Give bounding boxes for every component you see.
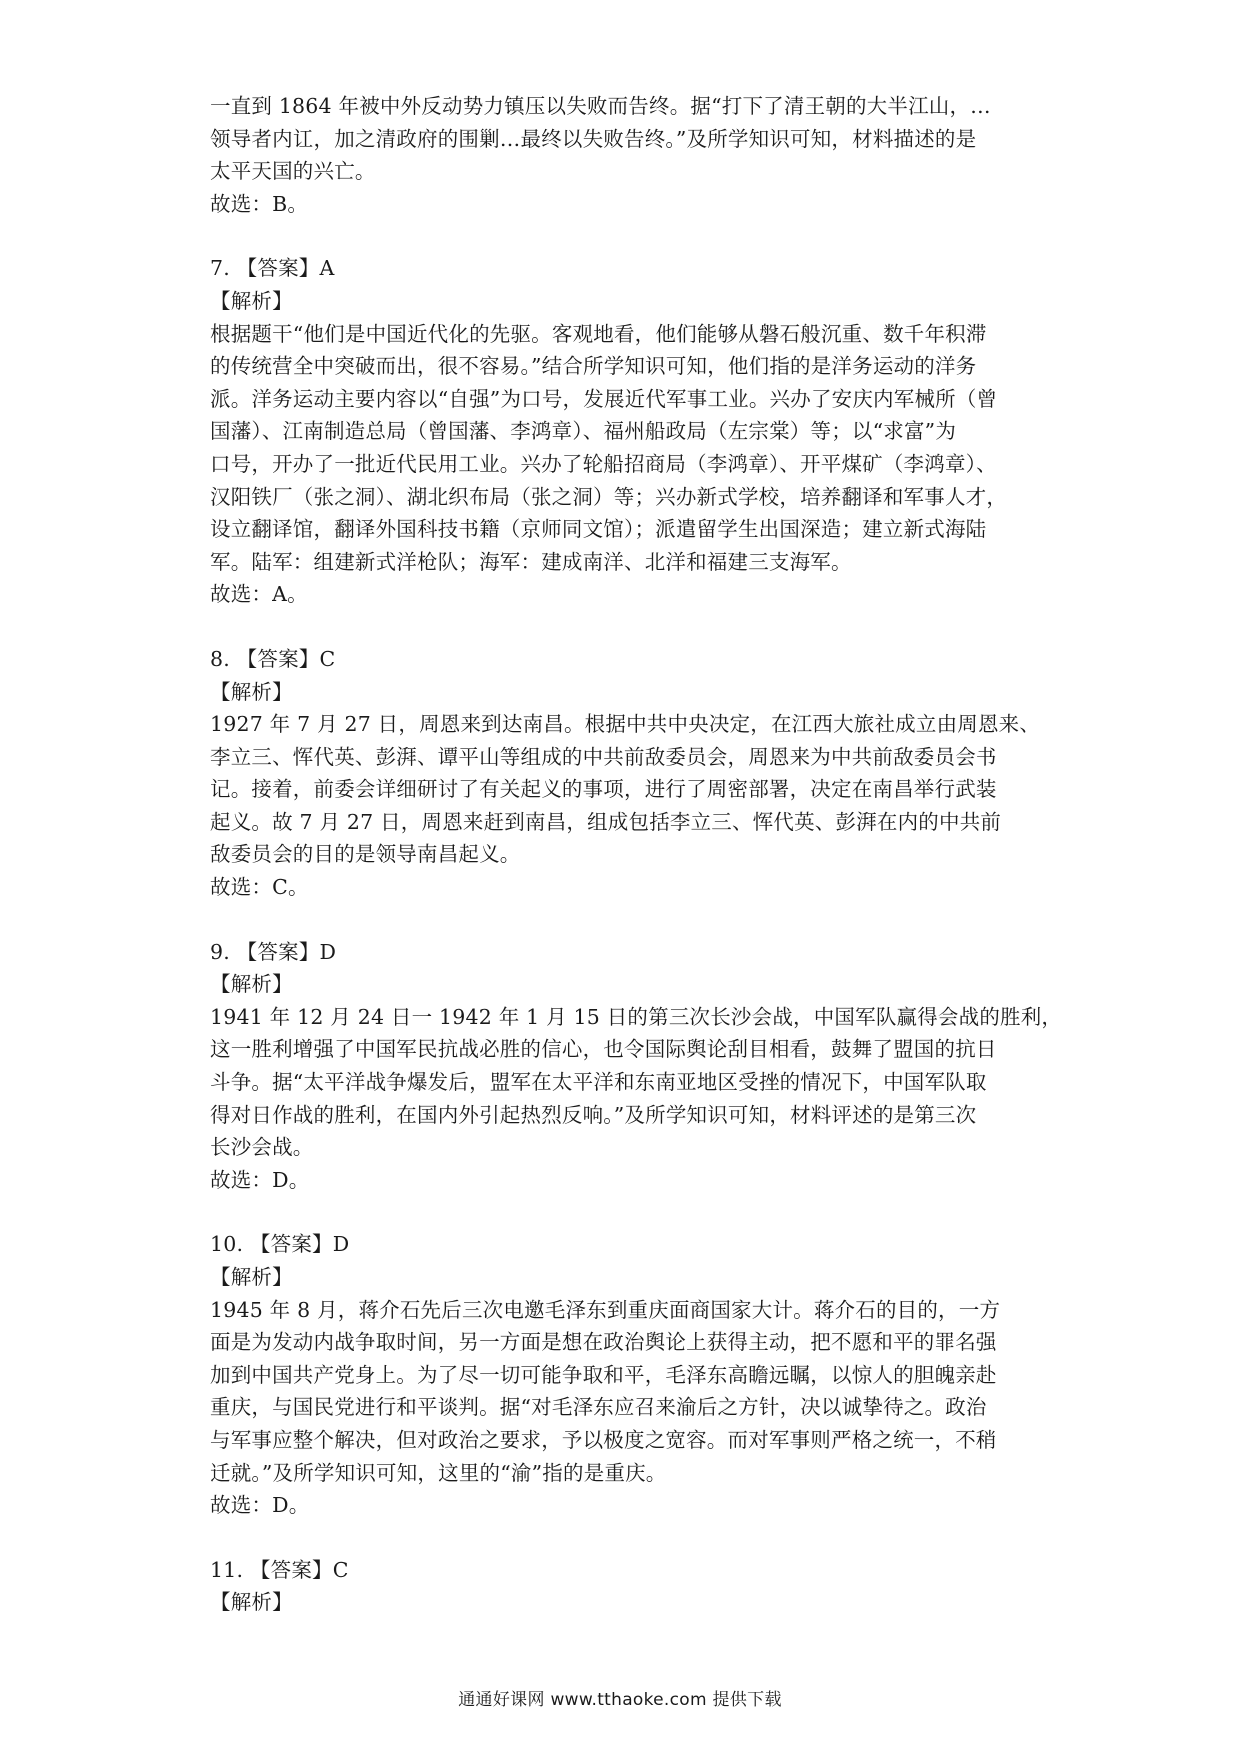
text-line: 的传统营全中突破而出，很不容易。”结合所学知识可知，他们指的是洋务运动的洋务 [210, 354, 977, 379]
text-line: 领导者内讧，加之清政府的围剿…最终以失败告终。”及所学知识可知，材料描述的是 [210, 126, 977, 151]
text-line: 国藩）、江南制造总局（曾国藩、李鸿章）、福州船政局（左宗棠）等；以“求富”为 [210, 419, 957, 444]
text-line: 得对日作战的胜利，在国内外引起热烈反响。”及所学知识可知，材料评述的是第三次 [210, 1102, 977, 1127]
answer-item-9 [210, 936, 1063, 1197]
analysis-label: 【解析】 [210, 972, 293, 997]
text-line: 长沙会战。 [210, 1135, 314, 1160]
analysis-label: 【解析】 [210, 1265, 293, 1289]
analysis-label: 【解析】 [210, 288, 293, 313]
answer-item-7 [210, 252, 1050, 611]
answer-heading: 7. 【答案】A [210, 256, 335, 281]
text-line: 太平天国的兴亡。 [210, 159, 376, 184]
text-line: 汉阳铁厂（张之洞）、湖北织布局（张之洞）等；兴办新式学校，培养翻译和军事人才， [210, 484, 1008, 509]
text-line: 故选：D。 [210, 1167, 310, 1192]
text-line: 这一胜利增强了中国军民抗战必胜的信心，也令国际舆论刮目相看，鼓舞了盟国的抗日 [210, 1037, 997, 1062]
text-line: 一直到 1864 年被中外反动势力镇压以失败而告终。据“打下了清王朝的大半江山，… [210, 94, 991, 118]
text-line: 起义。故 7 月 27 日，周恩来赶到南昌，组成包括李立三、恽代英、彭湃在内的中共前 [210, 809, 1002, 834]
page-footer: 通通好课网 www.tthaoke.com 提供下载 [458, 1690, 782, 1710]
answer-heading: 8. 【答案】C [210, 646, 336, 671]
text-line: 1941 年 12 月 24 日一 1942 年 1 月 15 日的第三次长沙会战，中国军队赢得会战的胜利， [210, 1004, 1063, 1029]
text-line: 故选：D。 [210, 1493, 310, 1518]
document-page [210, 90, 1063, 1651]
text-line: 军。陆军：组建新式洋枪队；海军：建成南洋、北洋和福建三支海军。 [210, 549, 852, 574]
text-line: 加到中国共产党身上。为了尽一切可能争取和平，毛泽东高瞻远瞩，以惊人的胆魄亲赴 [210, 1362, 997, 1387]
text-line: 故选：B。 [210, 191, 309, 216]
text-line: 面是为发动内战争取时间，另一方面是想在政治舆论上获得主动，把不愿和平的罪名强 [210, 1330, 997, 1355]
text-line: 派。洋务运动主要内容以“自强”为口号，发展近代军事工业。兴办了安庆内军械所（曾 [210, 386, 998, 411]
answer-heading: 9. 【答案】D [210, 939, 337, 964]
text-line: 李立三、恽代英、彭湃、谭平山等组成的中共前敌委员会，周恩来为中共前敌委员会书 [210, 744, 997, 769]
text-line: 根据题干“他们是中国近代化的先驱。客观地看，他们能够从磐石般沉重、数千年积滞 [210, 321, 987, 346]
text-line: 口号，开办了一批近代民用工业。兴办了轮船招商局（李鸿章）、开平煤矿（李鸿章）、 [210, 451, 997, 476]
answer-item-8 [210, 643, 1050, 904]
text-line: 1945 年 8 月，蒋介石先后三次电邀毛泽东到重庆面商国家大计。蒋介石的目的，一方 [210, 1297, 1001, 1322]
text-line: 设立翻译馆，翻译外国科技书籍（京师同文馆）；派遣留学生出国深造；建立新式海陆 [210, 517, 987, 542]
text-line: 重庆，与国民党进行和平谈判。据“对毛泽东应召来渝后之方针，决以诚挚待之。政治 [210, 1395, 987, 1420]
text-line: 故选：A。 [210, 582, 308, 607]
answer-heading: 10. 【答案】D [210, 1232, 350, 1257]
answer-heading: 11. 【答案】C [210, 1557, 349, 1582]
text-line: 1927 年 7 月 27 日，周恩来到达南昌。根据中共中央决定，在江西大旅社成立由周恩来、 [210, 712, 1041, 737]
answer-item-10 [210, 1228, 1050, 1521]
text-line: 与军事应整个解决，但对政治之要求，予以极度之宽容。而对军事则严格之统一，不稍 [210, 1427, 997, 1452]
analysis-label: 【解析】 [210, 1590, 293, 1615]
analysis-label: 【解析】 [210, 679, 293, 704]
text-line: 记。接着，前委会详细研讨了有关起义的事项，进行了周密部署，决定在南昌举行武装 [210, 777, 997, 802]
answer-item-11 [210, 1554, 1050, 1619]
intro-block [210, 90, 1050, 220]
text-line: 斗争。据“太平洋战争爆发后，盟军在太平洋和东南亚地区受挫的情况下，中国军队取 [210, 1070, 987, 1095]
text-line: 迁就。”及所学知识可知，这里的“渝”指的是重庆。 [210, 1460, 667, 1485]
text-line: 敌委员会的目的是领导南昌起义。 [210, 842, 521, 867]
text-line: 故选：C。 [210, 875, 309, 900]
